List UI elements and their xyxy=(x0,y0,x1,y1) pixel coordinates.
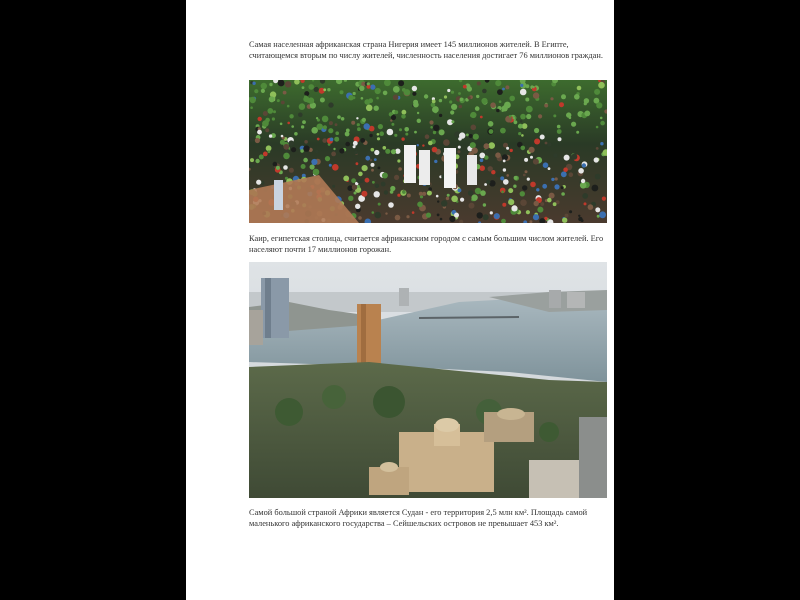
paragraph-sudan-seychelles: Самой большой страной Африки является Судан - его территория 2,5 млн км². Площадь самой маленького африканского государства – Сейшельских островов не превышает 453 км². xyxy=(249,508,588,528)
paragraph-cairo: Каир, египетская столица, считается африканским городом с самым большим числом жителей. Его населяют почти 17 миллионов горожан. xyxy=(249,234,604,254)
cairo-city-photo xyxy=(249,262,607,498)
city-image xyxy=(249,262,607,498)
document-page xyxy=(186,0,614,600)
crowd-image xyxy=(249,80,607,223)
crowd-photo xyxy=(249,80,607,223)
paragraph-nigeria-egypt: Самая населенная африканская страна Нигерия имеет 145 миллионов жителей. В Египте, считающемся вторым по числу жителей, численность населения достигает 76 миллионов граждан. xyxy=(249,40,603,60)
